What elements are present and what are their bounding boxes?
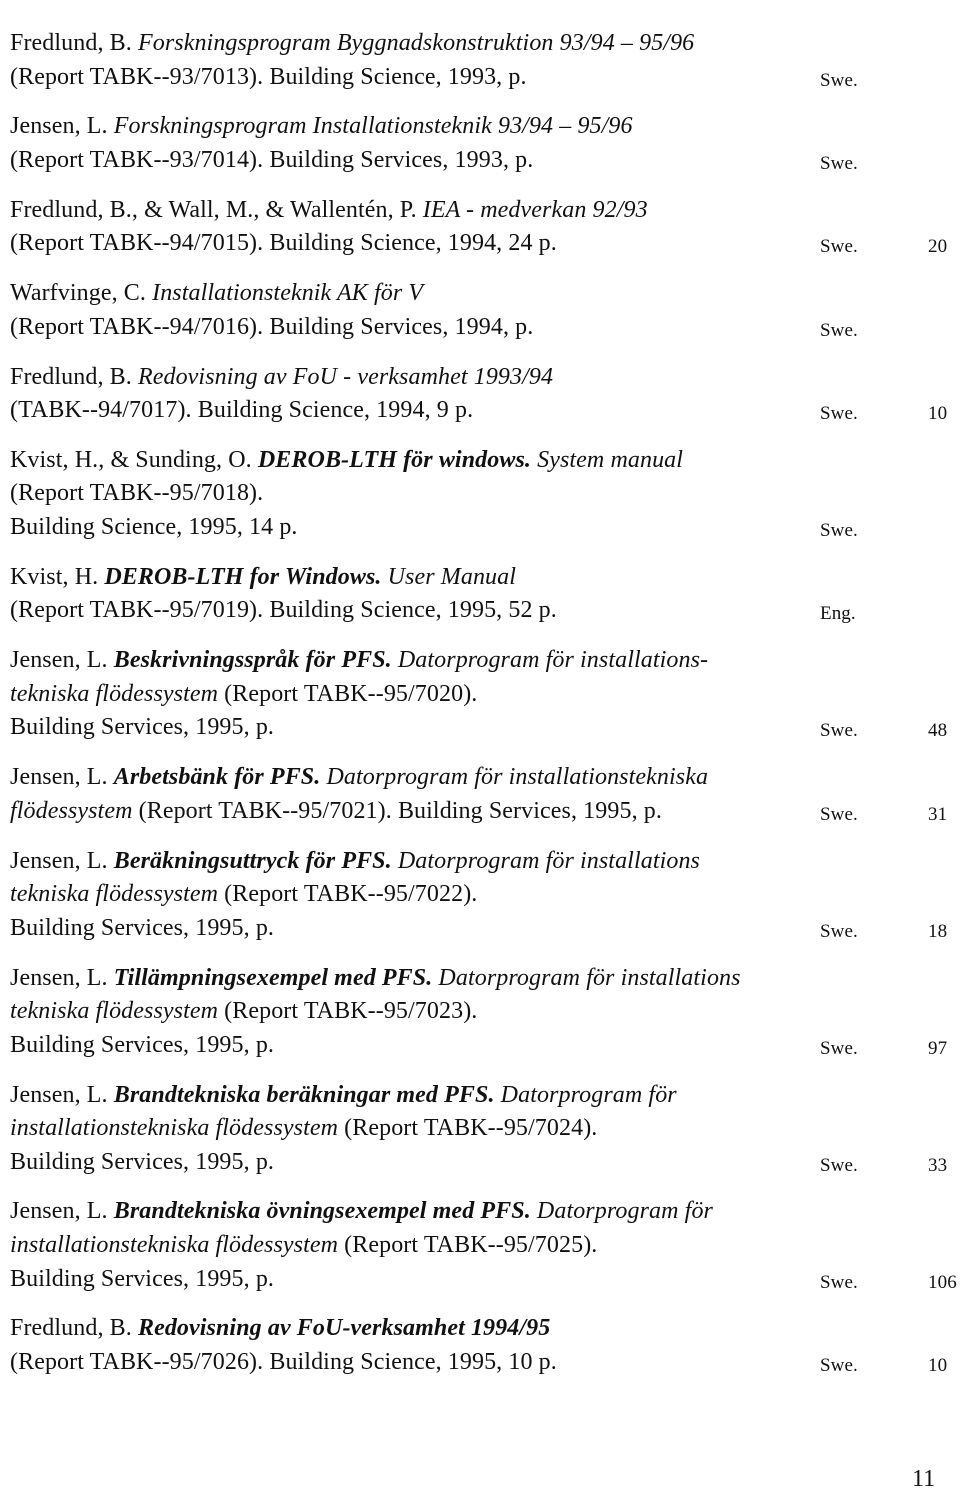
entry-text: Jensen, L. [10, 764, 114, 791]
entry-title: Datorprogram för [494, 1081, 677, 1108]
entry-title: Datorprogram för installationstekniska [320, 764, 709, 791]
language-code: Swe. [820, 69, 858, 91]
entry-line [10, 912, 950, 946]
publication-entry [10, 110, 950, 177]
entry-title: Datorprogram för installations- [391, 647, 709, 674]
entry-title: User Manual [381, 563, 517, 590]
publication-entry [10, 962, 950, 1063]
language-code: Swe. [820, 803, 858, 825]
entry-line [10, 1112, 950, 1146]
entry-text: (Report TABK--95/7021). Building Services, 1995, p. [132, 797, 662, 824]
entry-text: Warfvinge, C. [10, 280, 153, 307]
entry-line [10, 711, 950, 745]
entry-text: (Report TABK--95/7024). [338, 1115, 598, 1142]
entry-line [10, 477, 950, 511]
entry-text: (Report TABK--95/7018). [10, 480, 264, 507]
price-value: 18 [928, 920, 948, 942]
entry-text: (Report TABK--95/7019). Building Science, 1995, 52 p. [10, 597, 557, 624]
language-code: Swe. [820, 1154, 858, 1176]
entry-line [10, 311, 950, 345]
publication-entry [10, 1195, 957, 1296]
entry-line [10, 644, 950, 678]
entry-line [10, 594, 950, 628]
language-code: Swe. [820, 720, 858, 742]
page-number: 11 [912, 1466, 936, 1492]
entry-text: Fredlund, B. [10, 30, 138, 56]
entry-line [10, 678, 950, 712]
entry-title: Datorprogram för installations [432, 964, 741, 991]
publication-entry [10, 277, 950, 344]
publication-entry [10, 444, 950, 545]
entry-text: Fredlund, B. [10, 363, 138, 390]
entry-text: Jensen, L. [10, 964, 114, 991]
publication-entry [10, 27, 950, 94]
entry-text: Fredlund, B., & Wall, M., & Wallentén, P. [10, 196, 423, 223]
price-value: 106 [928, 1271, 957, 1293]
entry-title: installationstekniska flödessystem [10, 1232, 339, 1259]
entry-line [10, 444, 950, 478]
entry-line [10, 761, 950, 795]
entry-line [10, 511, 950, 545]
entry-line [10, 361, 950, 395]
entry-title: Arbetsbänk för PFS. [113, 764, 321, 791]
entry-line [10, 561, 950, 595]
entry-title: tekniska flödessystem [10, 998, 219, 1025]
entry-text: (Report TABK--94/7016). Building Services, 1994, p. [10, 313, 534, 340]
price-value: 31 [928, 803, 948, 825]
entry-line [10, 144, 950, 178]
entry-line [10, 227, 950, 261]
entry-text: Building Services, 1995, p. [10, 914, 275, 941]
price-value: 10 [928, 1355, 948, 1377]
entry-text: Fredlund, B. [10, 1315, 138, 1342]
entry-title: Tillämpningsexempel med PFS. [113, 964, 433, 991]
language-code: Swe. [820, 1271, 858, 1293]
entry-title: DEROB-LTH for Windows. [104, 563, 382, 590]
entry-line [10, 1146, 950, 1180]
language-code: Swe. [820, 152, 858, 174]
entry-line [10, 110, 950, 144]
entry-title: Beskrivningsspråk för PFS. [113, 647, 392, 674]
language-code: Swe. [820, 236, 858, 258]
entry-line [10, 1346, 950, 1380]
entry-title: System manual [531, 446, 684, 473]
entry-title: Beräkningsuttryck för PFS. [113, 847, 392, 874]
entry-text: (Report TABK--95/7020). [218, 680, 478, 707]
entry-text: (Report TABK--95/7022). [218, 881, 478, 908]
entry-title: Installationsteknik AK för V [152, 280, 424, 307]
entry-line [10, 1229, 950, 1263]
entry-text: (Report TABK--93/7013). Building Science, 1993, p. [10, 63, 527, 90]
publication-entry [10, 1079, 950, 1180]
entry-title: Datorprogram för installations [391, 847, 700, 874]
language-code: Swe. [820, 1037, 858, 1059]
language-code: Swe. [820, 520, 858, 542]
entry-title: Brandtekniska övningsexempel med PFS. [113, 1198, 531, 1225]
entry-line [10, 878, 950, 912]
entry-text: Kvist, H. [10, 563, 105, 590]
entry-line [10, 962, 950, 996]
publication-entry [10, 845, 950, 946]
publication-list [10, 27, 957, 1396]
entry-text: (Report TABK--93/7014). Building Services, 1993, p. [10, 146, 534, 173]
language-code: Swe. [820, 1355, 858, 1377]
entry-title: installationstekniska flödessystem [10, 1115, 339, 1142]
entry-title: tekniska flödessystem [10, 680, 219, 707]
entry-line [10, 995, 950, 1029]
entry-text: Jensen, L. [10, 1198, 114, 1225]
language-code: Swe. [820, 319, 858, 341]
entry-text: Jensen, L. [10, 113, 114, 140]
price-value: 10 [928, 403, 948, 425]
publication-entry [10, 361, 950, 428]
publication-entry [10, 644, 950, 745]
price-value: 20 [928, 236, 948, 258]
entry-text: Building Services, 1995, p. [10, 714, 275, 741]
language-code: Eng. [820, 603, 856, 625]
entry-line [10, 61, 950, 95]
entry-line [10, 194, 950, 228]
language-code: Swe. [820, 920, 858, 942]
entry-text: Jensen, L. [10, 647, 114, 674]
entry-line [10, 1195, 950, 1229]
price-value: 97 [928, 1037, 948, 1059]
entry-text: Jensen, L. [10, 1081, 114, 1108]
entry-title: flödessystem [10, 797, 133, 824]
publication-entry [10, 194, 950, 261]
entry-text: Building Services, 1995, p. [10, 1265, 275, 1292]
entry-text: Kvist, H., & Sunding, O. [10, 446, 258, 473]
entry-text: (Report TABK--95/7025). [338, 1232, 598, 1259]
publication-entry [10, 1312, 950, 1379]
entry-line [10, 1079, 950, 1113]
price-value: 33 [928, 1154, 948, 1176]
entry-line [10, 1312, 950, 1346]
entry-line [10, 845, 950, 879]
entry-title: Forskningsprogram Byggnadskonstruktion 93/94 – 95/96 [137, 30, 695, 56]
language-code: Swe. [820, 403, 858, 425]
entry-text: Building Services, 1995, p. [10, 1031, 275, 1058]
entry-text: (TABK--94/7017). Building Science, 1994, 9 p. [10, 397, 474, 424]
entry-title: Brandtekniska beräkningar med PFS. [113, 1081, 495, 1108]
entry-text: (Report TABK--95/7023). [218, 998, 478, 1025]
entry-text: (Report TABK--94/7015). Building Science, 1994, 24 p. [10, 230, 557, 257]
entry-title: IEA - medverkan 92/93 [422, 196, 648, 223]
entry-line [10, 27, 950, 61]
entry-text: Building Services, 1995, p. [10, 1148, 275, 1175]
publication-entry [10, 561, 950, 628]
entry-title: Redovisning av FoU - verksamhet 1993/94 [137, 363, 554, 390]
entry-title: Redovisning av FoU-verksamhet 1994/95 [137, 1315, 551, 1342]
entry-title: tekniska flödessystem [10, 881, 219, 908]
entry-line [10, 795, 950, 829]
entry-text: (Report TABK--95/7026). Building Science, 1995, 10 p. [10, 1349, 557, 1376]
entry-text: Building Science, 1995, 14 p. [10, 514, 298, 541]
entry-line [10, 394, 950, 428]
entry-title: Forskningsprogram Installationsteknik 93/94 – 95/96 [113, 113, 633, 140]
entry-title: Datorprogram för [530, 1198, 713, 1225]
entry-line [10, 277, 950, 311]
entry-text: Jensen, L. [10, 847, 114, 874]
publication-entry [10, 761, 950, 828]
entry-title: DEROB-LTH för windows. [257, 446, 531, 473]
entry-line [10, 1263, 957, 1297]
entry-line [10, 1029, 950, 1063]
price-value: 48 [928, 720, 948, 742]
